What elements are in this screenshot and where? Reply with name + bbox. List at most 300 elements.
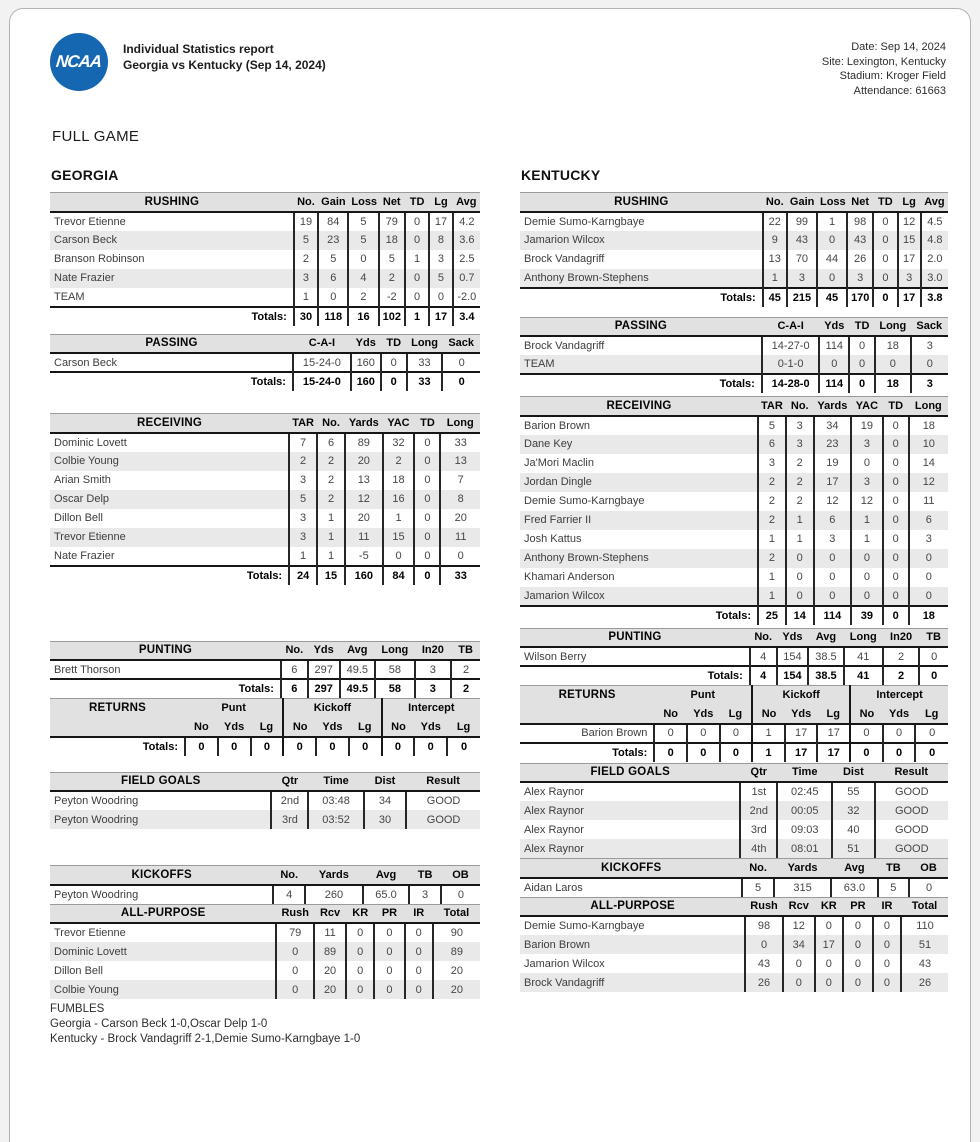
totals-label: Totals: — [520, 743, 654, 762]
stat-value: 0 — [817, 231, 847, 250]
stat-value: 3.0 — [921, 269, 948, 288]
stat-value: 3 — [289, 509, 317, 528]
totals-value: 18 — [909, 606, 948, 625]
stat-value: 2 — [883, 647, 919, 666]
stat-value: 0 — [883, 511, 909, 530]
totals-value: 25 — [758, 606, 786, 625]
col-header: KR — [346, 904, 374, 923]
stat-value: 9 — [763, 231, 787, 250]
stat-value: 0 — [346, 923, 374, 942]
table-title: FIELD GOALS — [520, 763, 740, 782]
player-name: Demie Sumo-Karngbaye — [524, 495, 645, 508]
table-title: RECEIVING — [520, 397, 758, 416]
totals-value: 0 — [720, 743, 753, 762]
stat-value: 0 — [843, 954, 873, 973]
stat-value: 1 — [758, 568, 786, 587]
stat-value: 15 — [383, 528, 415, 547]
stat-value: 0 — [909, 549, 948, 568]
table-row — [520, 435, 948, 454]
col-header: Total — [433, 904, 480, 923]
stat-value: 4th — [740, 839, 777, 858]
stat-value: 3 — [898, 269, 921, 288]
totals-value: 297 — [308, 679, 340, 698]
stat-value: 22 — [763, 212, 787, 231]
table-row — [50, 791, 480, 810]
col-header: Long — [844, 628, 883, 647]
totals-value: 0 — [919, 666, 948, 685]
stat-value: 3 — [814, 530, 851, 549]
stat-value: 0 — [414, 433, 440, 452]
totals-value: 84 — [383, 566, 415, 585]
stat-value: -5 — [345, 547, 383, 566]
player-name: Peyton Woodring — [54, 888, 139, 901]
stat-value: 5 — [878, 878, 909, 897]
stat-value: 5 — [742, 878, 773, 897]
stat-value: 17 — [815, 935, 843, 954]
stat-value: 0 — [849, 336, 875, 355]
totals-row — [50, 372, 480, 391]
table-row — [520, 336, 948, 355]
player-name: Brett Thorson — [54, 663, 121, 676]
stat-value: 0 — [383, 547, 415, 566]
stat-value: 1 — [817, 212, 847, 231]
player-name: Oscar Delp — [54, 493, 110, 506]
stat-value: 2 — [348, 288, 378, 307]
stat-value: 2 — [317, 452, 345, 471]
stat-value: 0 — [817, 269, 847, 288]
player-name: Arian Smith — [54, 474, 111, 487]
table-title: PASSING — [50, 334, 293, 353]
totals-value: 33 — [440, 566, 480, 585]
col-header: Time — [308, 772, 363, 791]
player-name: Aidan Laros — [524, 881, 583, 894]
col-header: TD — [873, 193, 897, 212]
stat-value: 0 — [909, 587, 948, 606]
stat-value: 0 — [873, 954, 901, 973]
stat-value: 6 — [318, 269, 348, 288]
player-name: Trevor Etienne — [54, 927, 126, 940]
stat-value: 1 — [317, 509, 345, 528]
table-row — [520, 269, 948, 288]
col-header: Sack — [442, 334, 480, 353]
stat-value: 40 — [832, 820, 874, 839]
stat-value: 1 — [752, 724, 785, 743]
table-row — [50, 923, 480, 942]
stat-value: 0 — [786, 568, 814, 587]
totals-value: 0 — [316, 737, 349, 756]
stat-value: 18 — [379, 231, 405, 250]
stat-value: 2 — [786, 454, 814, 473]
col-header: Yds — [351, 334, 381, 353]
table-row — [50, 942, 480, 961]
subcol-header: Lg — [251, 718, 284, 737]
totals-value: 170 — [847, 288, 873, 307]
player-name: Colbie Young — [54, 455, 119, 468]
stat-value: 3rd — [271, 810, 308, 829]
player-name: Carson Beck — [54, 356, 117, 369]
subheader-spacer — [520, 705, 654, 724]
stat-value: 0 — [414, 547, 440, 566]
totals-value: 41 — [844, 666, 883, 685]
stat-value: 16 — [383, 490, 415, 509]
col-header: Yards — [345, 414, 383, 433]
stat-value: 0 — [440, 547, 480, 566]
col-header: No. — [763, 193, 787, 212]
report-header — [50, 33, 946, 98]
stat-value: 4 — [750, 647, 777, 666]
subcol-header: Lg — [915, 705, 948, 724]
stat-value: 14-27-0 — [762, 336, 820, 355]
stat-value: 2 — [317, 490, 345, 509]
stat-value: 0 — [441, 885, 480, 904]
table-row — [50, 269, 480, 288]
player-name: TEAM — [524, 358, 555, 371]
player-name: Dane Key — [524, 438, 573, 451]
player-name: Brock Vandagriff — [524, 340, 605, 353]
stat-value: 3rd — [740, 820, 777, 839]
player-name: Brock Vandagriff — [524, 976, 605, 989]
table-row — [520, 647, 948, 666]
stat-value: 0 — [745, 935, 783, 954]
player-name: Alex Raynor — [524, 842, 584, 855]
stat-value: 26 — [847, 250, 873, 269]
subcol-header: No — [382, 718, 415, 737]
stat-value: 4 — [273, 885, 305, 904]
player-name: Jamarion Wilcox — [524, 589, 605, 602]
brand-block — [50, 33, 326, 91]
stat-value: 20 — [433, 980, 480, 999]
totals-value: 160 — [351, 372, 381, 391]
table-title: KICKOFFS — [520, 859, 742, 878]
subcol-header: Lg — [349, 718, 382, 737]
stat-value: 11 — [345, 528, 383, 547]
subcol-header: No — [283, 718, 316, 737]
stat-value: 0 — [815, 973, 843, 992]
totals-value: 6 — [281, 679, 308, 698]
stat-value: 12 — [909, 473, 948, 492]
table-row — [50, 980, 480, 999]
stat-value: 0 — [909, 878, 948, 897]
stat-value: 19 — [294, 212, 318, 231]
stat-value: 2nd — [740, 801, 777, 820]
stat-table-passing — [520, 317, 948, 394]
stat-value: 17 — [817, 724, 850, 743]
totals-value: 160 — [345, 566, 383, 585]
fumbles-line-georgia: Georgia - Carson Beck 1-0,Oscar Delp 1-0 — [50, 1018, 268, 1031]
stat-value: 0 — [783, 973, 815, 992]
stat-value: 79 — [379, 212, 405, 231]
table-title: RUSHING — [520, 193, 763, 212]
col-header: Yards — [305, 866, 363, 885]
stat-value: 0 — [919, 647, 948, 666]
table-row — [520, 724, 948, 743]
col-header: Loss — [348, 193, 378, 212]
team-columns — [50, 167, 946, 1048]
stat-value: 6 — [281, 660, 308, 679]
totals-label: Totals: — [50, 307, 294, 326]
table-row — [520, 250, 948, 269]
stat-value: 3 — [758, 454, 786, 473]
col-header: Yds — [777, 628, 809, 647]
stat-value: 5 — [758, 416, 786, 435]
totals-value: 0 — [283, 737, 316, 756]
stat-value: 20 — [314, 980, 346, 999]
table-row — [50, 885, 480, 904]
stat-value: 0 — [883, 416, 909, 435]
stat-value: 3 — [786, 435, 814, 454]
stat-value: 297 — [308, 660, 340, 679]
totals-value: 0 — [447, 737, 480, 756]
subcol-header: Yds — [687, 705, 720, 724]
col-header: Dist — [832, 763, 874, 782]
stat-value: 0 — [883, 549, 909, 568]
player-name: Dillon Bell — [54, 512, 103, 525]
totals-value: 16 — [348, 307, 378, 326]
stat-value: 4.2 — [453, 212, 480, 231]
stat-value: 3 — [409, 885, 441, 904]
stat-table-allpurpose — [50, 904, 480, 1000]
col-header: TB — [451, 641, 480, 660]
table-row — [520, 473, 948, 492]
stat-value: 0 — [815, 954, 843, 973]
stat-value: 0 — [873, 973, 901, 992]
stat-value: 3 — [911, 336, 948, 355]
totals-row — [520, 743, 948, 762]
col-header: Avg — [363, 866, 410, 885]
stat-value: 0 — [720, 724, 753, 743]
col-header: No. — [786, 397, 814, 416]
player-name: Fred Farrier II — [524, 514, 592, 527]
stat-value: 65.0 — [363, 885, 410, 904]
stat-value: 5 — [294, 231, 318, 250]
stat-value: 0 — [786, 549, 814, 568]
stat-value: 0 — [381, 353, 407, 372]
stat-value: 2 — [289, 452, 317, 471]
stat-value: 5 — [289, 490, 317, 509]
stat-value: 0 — [851, 549, 883, 568]
totals-value: 49.5 — [340, 679, 376, 698]
stat-value: 6 — [758, 435, 786, 454]
meta-stadium: Stadium: Kroger Field — [839, 70, 946, 83]
table-title: RECEIVING — [50, 414, 289, 433]
table-row — [50, 810, 480, 829]
col-header: Sack — [911, 317, 948, 336]
stat-value: 7 — [440, 471, 480, 490]
stat-value: 18 — [909, 416, 948, 435]
stat-value: 0 — [374, 980, 404, 999]
stat-value: 0 — [843, 973, 873, 992]
stat-value: 0 — [873, 935, 901, 954]
stat-value: 0 — [873, 250, 897, 269]
stat-value: 1 — [405, 250, 429, 269]
col-header: Rush — [276, 904, 314, 923]
totals-value: 0 — [915, 743, 948, 762]
stat-value: 6 — [317, 433, 345, 452]
stat-value: 12 — [898, 212, 921, 231]
stat-value: 2 — [379, 269, 405, 288]
stat-value: 13 — [345, 471, 383, 490]
stat-value: 6 — [814, 511, 851, 530]
player-name: Demie Sumo-Karngbaye — [524, 920, 645, 933]
stat-value: 0 — [814, 549, 851, 568]
totals-value: 1 — [752, 743, 785, 762]
fumbles-section — [50, 1002, 480, 1048]
stat-value: 0 — [429, 288, 452, 307]
stat-value: 3 — [847, 269, 873, 288]
stat-value: 1 — [786, 511, 814, 530]
player-name: Alex Raynor — [524, 804, 584, 817]
col-header: No. — [742, 859, 773, 878]
stat-value: 51 — [901, 935, 948, 954]
table-row — [520, 916, 948, 935]
stat-value: 0 — [405, 231, 429, 250]
table-title: RETURNS — [520, 686, 654, 705]
totals-value: 17 — [429, 307, 452, 326]
registered-mark-icon: ® — [102, 79, 107, 85]
subcol-header: Lg — [720, 705, 753, 724]
section-label: FULL GAME — [52, 128, 140, 146]
col-header: KR — [815, 897, 843, 916]
table-row — [520, 568, 948, 587]
table-row — [520, 454, 948, 473]
player-name: Jordan Dingle — [524, 476, 592, 489]
col-header: TAR — [289, 414, 317, 433]
stat-value: 2 — [786, 492, 814, 511]
col-header: Yards — [774, 859, 831, 878]
player-name: Ja'Mori Maclin — [524, 457, 594, 470]
group-header: Punt — [654, 686, 752, 705]
stat-value: 1 — [786, 530, 814, 549]
table-row — [50, 509, 480, 528]
stat-value: 0 — [883, 724, 916, 743]
stat-value: 0 — [814, 568, 851, 587]
stat-value: 0 — [346, 980, 374, 999]
stat-value: 90 — [433, 923, 480, 942]
totals-label: Totals: — [50, 679, 281, 698]
totals-value: 15-24-0 — [293, 372, 351, 391]
col-header: YAC — [383, 414, 415, 433]
table-row — [520, 839, 948, 858]
stat-value: 0 — [883, 530, 909, 549]
totals-value: 114 — [814, 606, 851, 625]
player-name: Carson Beck — [54, 234, 117, 247]
stat-table-returns — [520, 685, 948, 762]
report-page — [9, 8, 971, 1142]
totals-value: 3 — [415, 679, 452, 698]
totals-value: 30 — [294, 307, 318, 326]
totals-value: 3.4 — [453, 307, 480, 326]
stat-value: 0 — [405, 980, 433, 999]
col-header: C-A-I — [293, 334, 351, 353]
col-header: Total — [901, 897, 948, 916]
stat-value: 5 — [348, 212, 378, 231]
stat-value: 0 — [405, 288, 429, 307]
col-header: Long — [407, 334, 443, 353]
stat-value: 30 — [364, 810, 406, 829]
stat-value: 0 — [318, 288, 348, 307]
stat-value: 44 — [817, 250, 847, 269]
stat-value: 0 — [276, 961, 314, 980]
table-title: ALL-PURPOSE — [520, 897, 745, 916]
stat-value: 3 — [851, 473, 883, 492]
stat-value: 0 — [405, 212, 429, 231]
player-name: Trevor Etienne — [54, 215, 126, 228]
stat-value: 11 — [440, 528, 480, 547]
table-row — [520, 355, 948, 374]
stat-value: 2 — [758, 473, 786, 492]
stat-value: 23 — [318, 231, 348, 250]
player-name: Jamarion Wilcox — [524, 957, 605, 970]
stat-value: 1 — [317, 528, 345, 547]
stat-value: 260 — [305, 885, 363, 904]
stat-value: 43 — [847, 231, 873, 250]
group-header: Intercept — [850, 686, 948, 705]
meta-date: Date: Sep 14, 2024 — [851, 41, 946, 53]
group-header: Punt — [185, 699, 283, 718]
stat-value: 20 — [433, 961, 480, 980]
stat-table-allpurpose — [520, 897, 948, 993]
col-header: Long — [909, 397, 948, 416]
player-name: Trevor Etienne — [54, 531, 126, 544]
subcol-header: Yds — [316, 718, 349, 737]
totals-value: 2 — [883, 666, 919, 685]
stat-value: 1 — [383, 509, 415, 528]
subcol-header: Lg — [817, 705, 850, 724]
col-header: Avg — [831, 859, 877, 878]
col-header: Avg — [453, 193, 480, 212]
totals-value: 17 — [817, 743, 850, 762]
col-header: IR — [873, 897, 901, 916]
stat-value: 34 — [364, 791, 406, 810]
table-row — [520, 587, 948, 606]
player-name: Branson Robinson — [54, 253, 145, 266]
totals-value: 14-28-0 — [762, 374, 820, 393]
stat-value: 3 — [294, 269, 318, 288]
player-name: Khamari Anderson — [524, 571, 615, 584]
stat-value: 5 — [429, 269, 452, 288]
stat-value: 11 — [909, 492, 948, 511]
col-header: Net — [379, 193, 405, 212]
stat-value: 11 — [314, 923, 346, 942]
player-name: Nate Frazier — [54, 549, 115, 562]
col-header: Long — [440, 414, 480, 433]
subcol-header: Yds — [414, 718, 447, 737]
stat-value: 0 — [883, 435, 909, 454]
totals-value: 0 — [850, 743, 883, 762]
totals-value: 0 — [414, 737, 447, 756]
table-row — [50, 250, 480, 269]
totals-value: 2 — [451, 679, 480, 698]
stat-value: 0 — [915, 724, 948, 743]
player-name: Nate Frazier — [54, 272, 115, 285]
stat-value: 0 — [414, 528, 440, 547]
stat-value: 5 — [379, 250, 405, 269]
stat-value: 0 — [909, 568, 948, 587]
totals-value: 102 — [379, 307, 405, 326]
stat-value: 0 — [849, 355, 875, 374]
col-header: Lg — [898, 193, 921, 212]
stat-value: 1 — [317, 547, 345, 566]
col-header: Rcv — [314, 904, 346, 923]
player-name: Colbie Young — [54, 983, 119, 996]
col-header: Result — [406, 772, 480, 791]
totals-row — [50, 737, 480, 756]
col-header: TD — [405, 193, 429, 212]
team-column-kentucky — [520, 167, 948, 992]
stat-table-rushing — [520, 192, 948, 307]
stat-value: 34 — [814, 416, 851, 435]
ncaa-logo — [50, 33, 108, 91]
